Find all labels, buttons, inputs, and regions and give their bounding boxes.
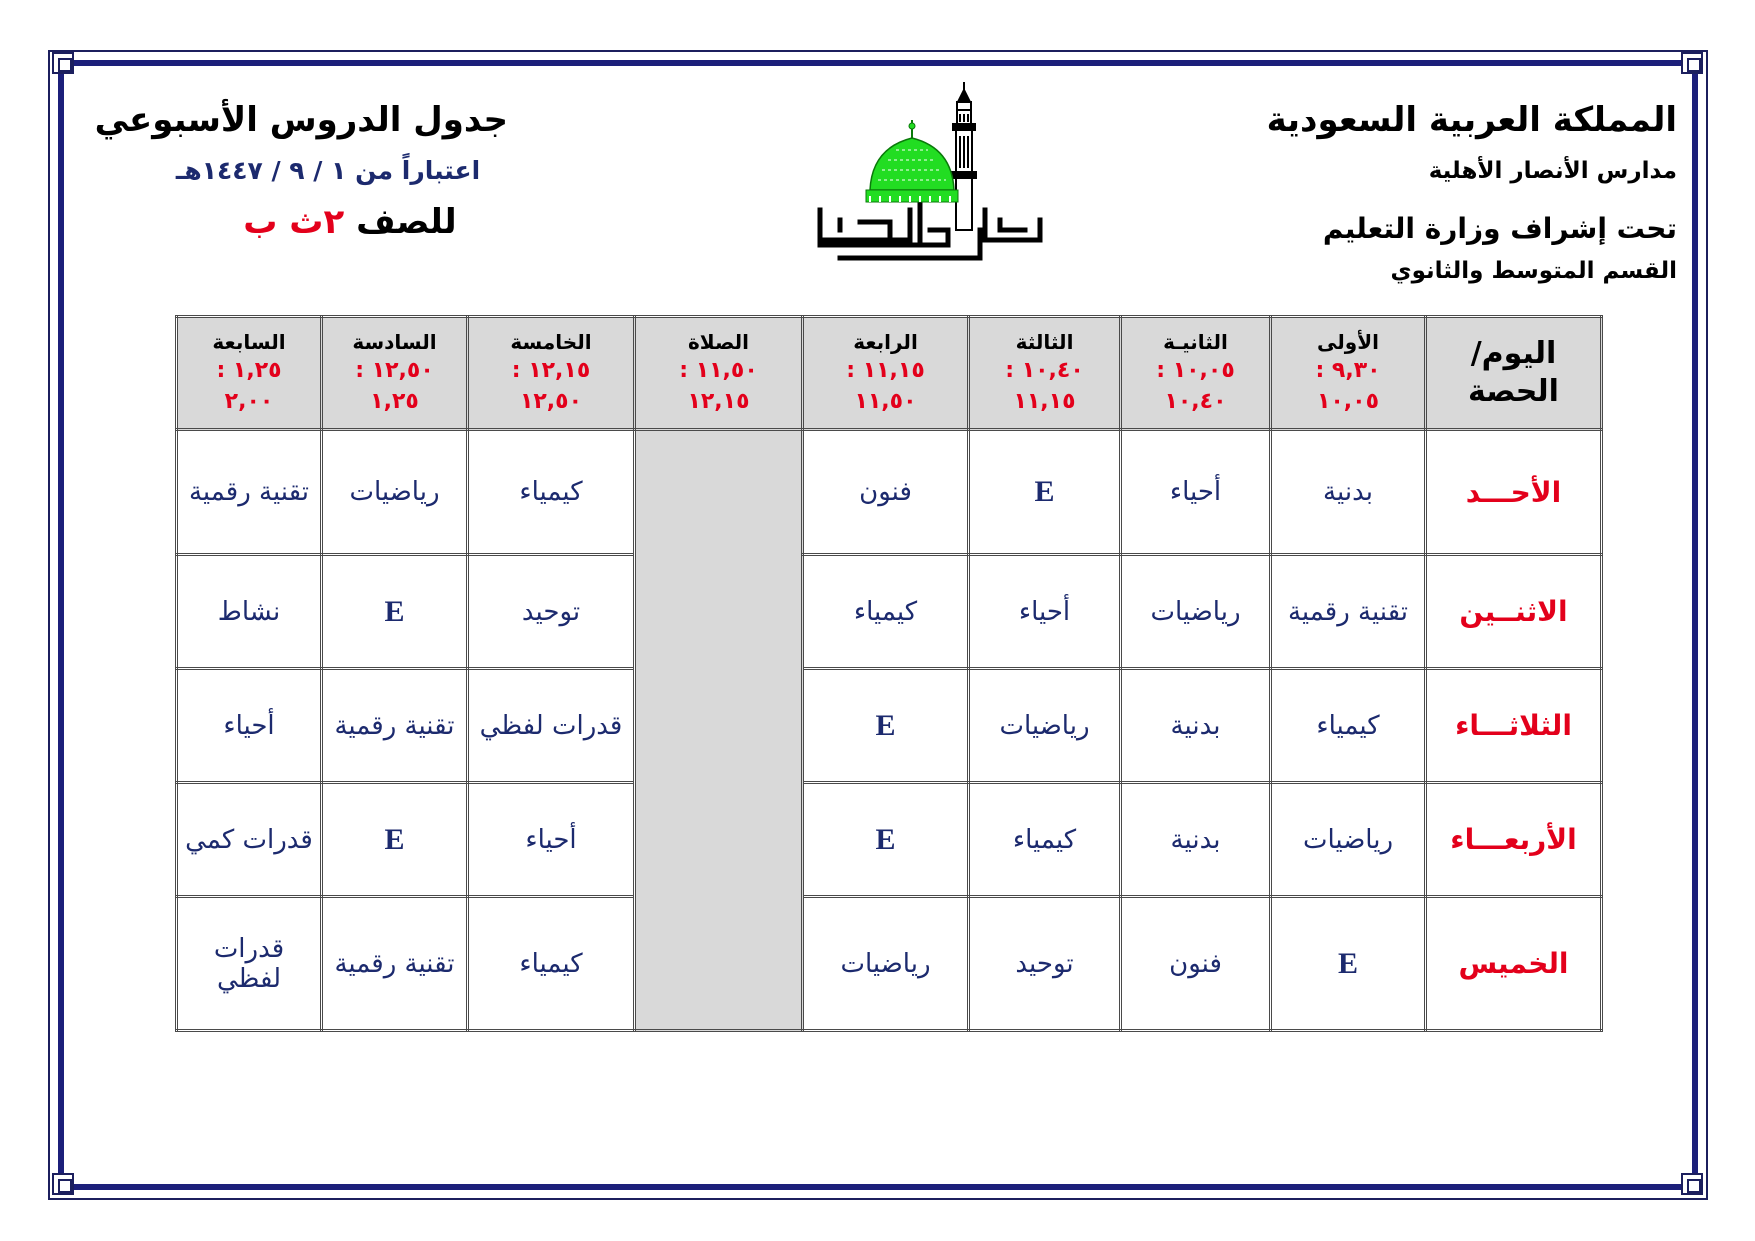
subject-cell: رياضيات [322, 430, 468, 555]
day-row [177, 783, 1602, 897]
subject-cell: بدنية [1271, 430, 1426, 555]
day-name: الأحـــد [1426, 430, 1602, 555]
grade-line [220, 202, 480, 242]
subject-cell: تقنية رقمية [1271, 555, 1426, 669]
subject-cell: أحياء [468, 783, 635, 897]
subject-cell: قدرات لفظي [177, 897, 322, 1031]
subject-cell: E [969, 430, 1121, 555]
frame-corner-ornament [52, 52, 74, 74]
subject-cell: توحيد [468, 555, 635, 669]
subject-cell: تقنية رقمية [322, 669, 468, 783]
period-header-row [177, 317, 1602, 430]
minaret-icon [952, 82, 976, 230]
subject-cell: رياضيات [1121, 555, 1271, 669]
subject-cell: فنون [803, 430, 969, 555]
supervision-line: تحت إشراف وزارة التعليم [1322, 212, 1677, 245]
subject-cell: قدرات لفظي [468, 669, 635, 783]
dome-icon [866, 120, 958, 202]
day-name: الأربعـــاء [1426, 783, 1602, 897]
subject-cell: أحياء [177, 669, 322, 783]
subject-cell: تقنية رقمية [322, 897, 468, 1031]
subject-cell: E [803, 783, 969, 897]
period-header: الخامسة ١٢,١٥ : ١٢,٥٠ [468, 317, 635, 430]
subject-cell: E [1271, 897, 1426, 1031]
kingdom-name: المملكة العربية السعودية [1266, 100, 1677, 140]
frame-corner-ornament [1681, 52, 1703, 74]
day-row [177, 555, 1602, 669]
day-row [177, 897, 1602, 1031]
day-name: الخميس [1426, 897, 1602, 1031]
subject-cell: قدرات كمي [177, 783, 322, 897]
department-name: القسم المتوسط والثانوي [1390, 258, 1677, 284]
day-name: الثلاثـــاء [1426, 669, 1602, 783]
subject-cell: فنون [1121, 897, 1271, 1031]
subject-cell: كيمياء [969, 783, 1121, 897]
subject-cell: رياضيات [1271, 783, 1426, 897]
subject-cell: رياضيات [969, 669, 1121, 783]
frame-corner-ornament [52, 1173, 74, 1195]
subject-cell: كيمياء [468, 897, 635, 1031]
frame-corner-ornament [1681, 1173, 1703, 1195]
subject-cell: بدنية [1121, 669, 1271, 783]
day-name: الاثنــين [1426, 555, 1602, 669]
subject-cell: كيمياء [468, 430, 635, 555]
subject-cell: كيمياء [1271, 669, 1426, 783]
grade-value: ٢ث ب [243, 202, 345, 242]
period-header: السابعة ١,٢٥ : ٢,٠٠ [177, 317, 322, 430]
period-header: الثالثة ١٠,٤٠ : ١١,١٥ [969, 317, 1121, 430]
subject-cell: نشاط [177, 555, 322, 669]
wordmark-graphic [820, 205, 1040, 258]
subject-cell: تقنية رقمية [177, 430, 322, 555]
subject-cell: E [803, 669, 969, 783]
subject-cell: E [322, 555, 468, 669]
weekly-timetable [175, 315, 1603, 1032]
subject-cell: بدنية [1121, 783, 1271, 897]
school-name: مدارس الأنصار الأهلية [1428, 158, 1677, 184]
day-row [177, 430, 1602, 555]
schedule-title: جدول الدروس الأسبوعي [94, 100, 508, 140]
period-header: الثانيـة ١٠,٠٥ : ١٠,٤٠ [1121, 317, 1271, 430]
period-header: الأولى ٩,٣٠ : ١٠,٠٥ [1271, 317, 1426, 430]
prayer-header: الصلاة ١١,٥٠ : ١٢,١٥ [635, 317, 803, 430]
day-row [177, 669, 1602, 783]
subject-cell: E [322, 783, 468, 897]
grade-label: للصف [356, 202, 457, 242]
subject-cell: رياضيات [803, 897, 969, 1031]
effective-date: اعتباراً من ١ / ٩ / ١٤٤٧هـ [175, 156, 481, 185]
subject-cell: توحيد [969, 897, 1121, 1031]
prayer-break-column [635, 430, 803, 1031]
day-period-corner: اليوم/ الحصة [1426, 317, 1602, 430]
subject-cell: أحياء [969, 555, 1121, 669]
period-header: الرابعة ١١,١٥ : ١١,٥٠ [803, 317, 969, 430]
subject-cell: كيمياء [803, 555, 969, 669]
subject-cell: أحياء [1121, 430, 1271, 555]
period-header: السادسة ١٢,٥٠ : ١,٢٥ [322, 317, 468, 430]
school-logo [800, 80, 1060, 280]
